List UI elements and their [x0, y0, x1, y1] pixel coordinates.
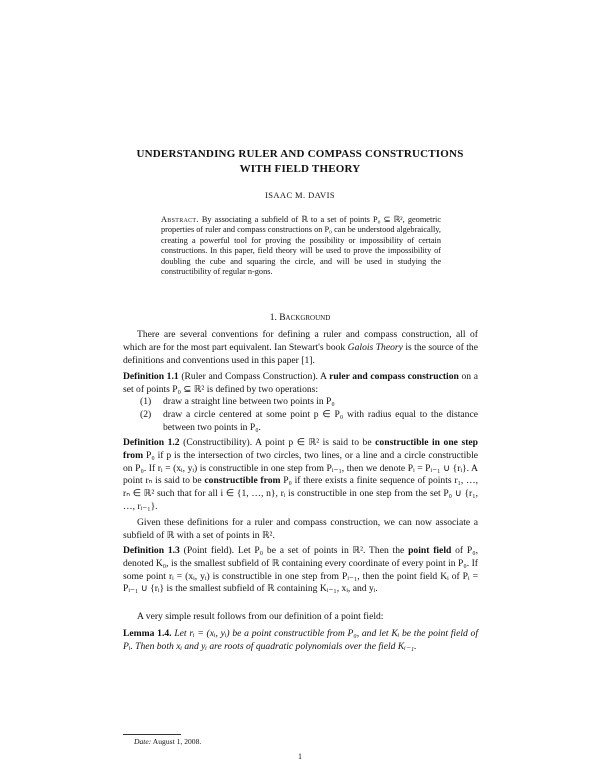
author-name: ISAAC M. DAVIS — [265, 190, 335, 200]
intro-text-end: is the source of the definitions and conventions used in this paper [1]. — [123, 341, 478, 366]
definition-text: P₀ if there exists a finite sequence of points r₁, …, rₙ ∈ ℝ² such that for all i ∈ {1, …, n}, rᵢ is constructible in one step from the set P₀ ∪ {r₁, …, rᵢ₋₁}. — [123, 475, 478, 512]
footnote-rule — [123, 734, 181, 735]
list-item — [123, 396, 478, 409]
definition-term: ruler and compass construction — [329, 371, 459, 382]
list-text: draw a straight line between two points in P₀ — [163, 396, 335, 407]
definition-1-3 — [123, 545, 478, 596]
definition-name: (Point field). — [183, 545, 235, 556]
definition-text: P₀ if p is the intersection of two circles, two lines, or a line and a circle constructible on P₀. If rᵢ = (xᵢ, yᵢ) is constructible in one step from Pᵢ₋₁, then we denote Pᵢ = Pᵢ₋₁ ∪ {rᵢ}. A point rₙ is said to be — [123, 449, 478, 487]
definition-text: on a set of points P₀ ⊆ ℝ² is defined by two operations: — [123, 371, 478, 395]
paper-title — [100, 147, 500, 177]
operations-list — [123, 396, 478, 434]
abstract — [161, 215, 441, 277]
definition-label: Definition 1.1 — [123, 371, 179, 382]
definition-1-2 — [123, 437, 478, 514]
abstract-label: Abstract. — [161, 215, 199, 224]
footnote-label: Date: — [134, 737, 152, 746]
definition-text: Let P₀ be a set of points in ℝ². Then the — [234, 545, 409, 556]
lemma-label: Lemma 1.4. — [123, 628, 172, 639]
section-title: Background — [279, 313, 331, 323]
intro-paragraph — [123, 329, 478, 367]
definition-text: A — [317, 371, 330, 382]
title-line-1: UNDERSTANDING RULER AND COMPASS CONSTRUCTIONS — [136, 148, 464, 160]
book-title: Galois Theory — [347, 341, 403, 353]
definition-term: point field — [408, 545, 452, 556]
definition-label: Definition 1.2 — [123, 437, 180, 448]
given-paragraph: Given these definitions for a ruler and compass construction, we can now associate a subfield of ℝ with a set of points in ℝ². — [123, 517, 478, 541]
list-item — [123, 409, 478, 435]
definition-text: of P₀, denoted K₀, is the smallest subfield of ℝ containing every coordinate of every point in P₀. If some point rᵢ = (xᵢ, yᵢ) is constructible in one step from Pᵢ₋₁, then the point field Kᵢ of Pᵢ = Pᵢ₋₁ ∪ {rᵢ} is the smallest subfield of ℝ containing Kᵢ₋₁, xᵢ, and yᵢ. — [123, 545, 478, 595]
definition-term: constructible from — [204, 475, 281, 487]
definition-label: Definition 1.3 — [123, 545, 180, 556]
definition-term: constructible in one step from — [123, 437, 478, 461]
section-number: 1. — [269, 313, 277, 323]
simple-result-paragraph: A very simple result follows from our definition of a point field: — [137, 611, 384, 622]
lemma-1-4 — [123, 628, 478, 654]
lemma-text: Let rᵢ = (xᵢ, yᵢ) be a point constructible from P₀, and let Kᵢ be the point field of Pᵢ. Then both xᵢ and yᵢ are roots of quadratic polynomials over the field Kᵢ₋₁. — [123, 628, 478, 652]
intro-text: There are several conventions for defining a ruler and compass construction, all of which are for the most part equivalent. Ian Stewart's book — [123, 329, 478, 353]
abstract-text: By associating a subfield of ℝ to a set of points P₀ ⊆ ℝ², geometric properties of ruler and compass constructions on P₀ can be understood algebraically, creating a powerful tool for proving the possibility or impossibility of certain constructions. In this paper, field theory will be used to prove the impossibility of doubling the cube and squaring the circle, and will be used in studying the constructibility of regular n-gons. — [161, 215, 442, 277]
definition-text: A point p ∈ ℝ² is said to be — [252, 437, 376, 448]
section-heading — [100, 313, 500, 323]
definition-name: (Constructibility). — [183, 437, 253, 448]
list-number: (2) — [140, 408, 152, 420]
definition-1-1 — [123, 371, 478, 397]
page-number: 1 — [298, 752, 302, 761]
footnote — [134, 737, 201, 746]
definition-name: (Ruler and Compass Construction). — [181, 371, 318, 382]
list-text: draw a circle centered at some point p ∈ P₀ with radius equal to the distance between two points in P₀. — [163, 408, 478, 433]
list-number: (1) — [140, 396, 152, 407]
footnote-text: August 1, 2008. — [151, 737, 202, 746]
title-line-2: WITH FIELD THEORY — [239, 163, 361, 175]
